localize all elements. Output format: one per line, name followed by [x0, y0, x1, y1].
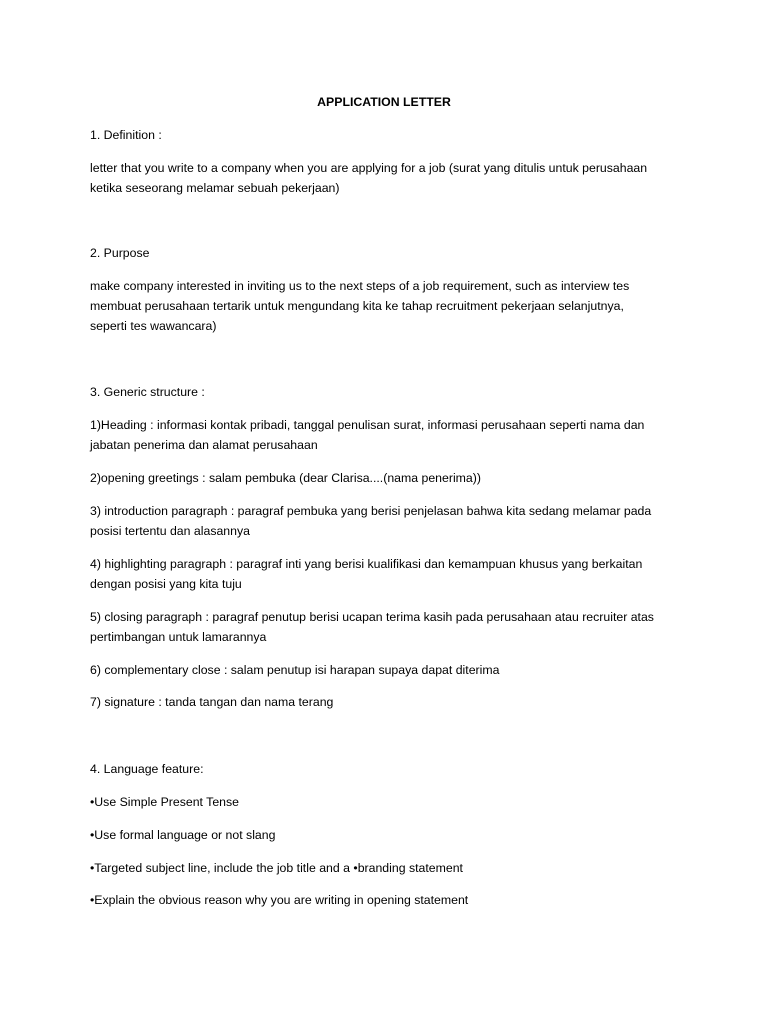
structure-item: 3) introduction paragraph : paragraf pembuka yang berisi penjelasan bahwa kita sedang melamar pada: [90, 504, 652, 518]
structure-item: 5) closing paragraph : paragraf penutup berisi ucapan terima kasih pada perusahaan atau recruiter atas: [90, 610, 654, 624]
document-title: APPLICATION LETTER: [317, 95, 451, 109]
structure-item: 6) complementary close : salam penutup isi harapan supaya dapat diterima: [90, 663, 500, 677]
structure-item: 1)Heading : informasi kontak pribadi, tanggal penulisan surat, informasi perusahaan seperti nama dan: [90, 418, 645, 432]
language-item: •Use formal language or not slang: [90, 828, 276, 842]
definition-heading: 1. Definition :: [90, 128, 162, 142]
language-item: •Explain the obvious reason why you are writing in opening statement: [90, 893, 469, 907]
structure-item: 2)opening greetings : salam pembuka (dear Clarisa....(nama penerima)): [90, 471, 481, 485]
purpose-heading: 2. Purpose: [90, 246, 150, 260]
structure-heading: 3. Generic structure :: [90, 385, 205, 399]
structure-item-continued: posisi tertentu dan alasannya: [90, 524, 250, 538]
structure-item-continued: jabatan penerima dan alamat perusahaan: [90, 438, 318, 452]
purpose-line: make company interested in inviting us to the next steps of a job requirement, such as interview tes: [90, 279, 630, 293]
language-heading: 4. Language feature:: [90, 762, 204, 776]
structure-item: 4) highlighting paragraph : paragraf inti yang berisi kualifikasi dan kemampuan khusus yang berkaitan: [90, 557, 643, 571]
structure-item-continued: pertimbangan untuk lamarannya: [90, 630, 267, 644]
structure-item-continued: dengan posisi yang kita tuju: [90, 577, 242, 591]
language-item: •Use Simple Present Tense: [90, 795, 239, 809]
definition-line: letter that you write to a company when you are applying for a job (surat yang ditulis untuk perusahaan: [90, 161, 648, 175]
language-item: •Targeted subject line, include the job title and a •branding statement: [90, 861, 463, 875]
definition-line: ketika seseorang melamar sebuah pekerjaan): [90, 181, 340, 195]
purpose-line: membuat perusahaan tertarik untuk mengundang kita ke tahap recruitment pekerjaan selanjutnya,: [90, 299, 624, 313]
structure-item: 7) signature : tanda tangan dan nama terang: [90, 695, 334, 709]
purpose-line: seperti tes wawancara): [90, 319, 217, 333]
